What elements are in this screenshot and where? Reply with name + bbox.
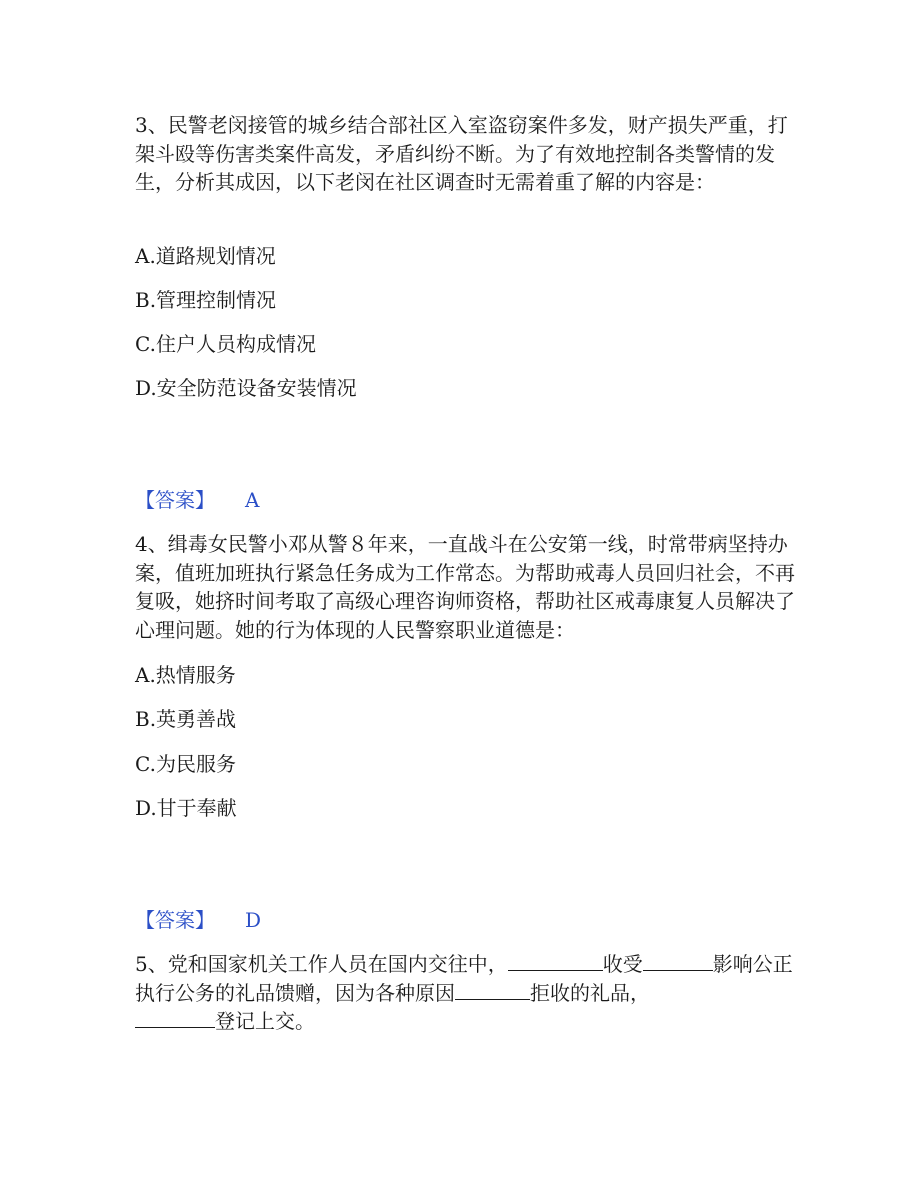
answer-value: D: [245, 908, 262, 932]
q5-text-4: 拒收的礼品，: [530, 980, 650, 1005]
question-4-stem: 4、缉毒女民警小邓从警８年来，一直战斗在公安第一线，时常带病坚持办案，值班加班执行紧急任务成为工作常态。为帮助戒毒人员回归社会，不再复吸，她挤时间考取了高级心理咨询师资格，帮助社区戒毒康复人员解决了心理问题。她的行为体现的人民警察职业道德是：: [135, 532, 795, 642]
answer-label: 【答案】: [135, 488, 215, 512]
answer-value: A: [245, 488, 260, 512]
question-3-answer: [135, 487, 259, 513]
fill-blank: [643, 950, 713, 971]
question-3-option-d: D.安全防范设备安装情况: [135, 376, 357, 400]
question-4-option-d: D.甘于奉献: [135, 796, 237, 820]
question-4-answer: [135, 907, 261, 933]
question-4: [135, 530, 795, 644]
q5-text-5: 登记上交。: [215, 1009, 315, 1033]
question-5: [135, 950, 795, 1036]
question-3-option-c: C.住户人员构成情况: [135, 332, 316, 356]
question-4-option-c: C.为民服务: [135, 752, 236, 776]
question-3-option-b: B.管理控制情况: [135, 288, 277, 312]
question-4-option-a: A.热情服务: [135, 663, 236, 687]
q5-text-3: 影响公正执行公务的礼品馈赠，因为各种原因: [135, 952, 793, 1005]
question-3: [135, 111, 795, 197]
answer-label: 【答案】: [135, 908, 215, 932]
fill-blank: [135, 1007, 215, 1028]
q5-text-2: 收受: [602, 952, 643, 976]
question-3-stem: 3、民警老闵接管的城乡结合部社区入室盗窃案件多发，财产损失严重，打架斗殴等伤害类案件高发，矛盾纠纷不断。为了有效地控制各类警情的发生，分析其成因，以下老闵在社区调查时无需着重了解的内容是：: [135, 113, 788, 194]
question-3-option-a: A.道路规划情况: [135, 244, 276, 268]
q5-text-1: 5、党和国家机关工作人员在国内交往中，: [135, 952, 508, 976]
question-4-option-b: B.英勇善战: [135, 707, 237, 731]
fill-blank: [455, 979, 530, 1000]
fill-blank: [508, 950, 603, 971]
question-5-stem: [135, 950, 795, 1036]
